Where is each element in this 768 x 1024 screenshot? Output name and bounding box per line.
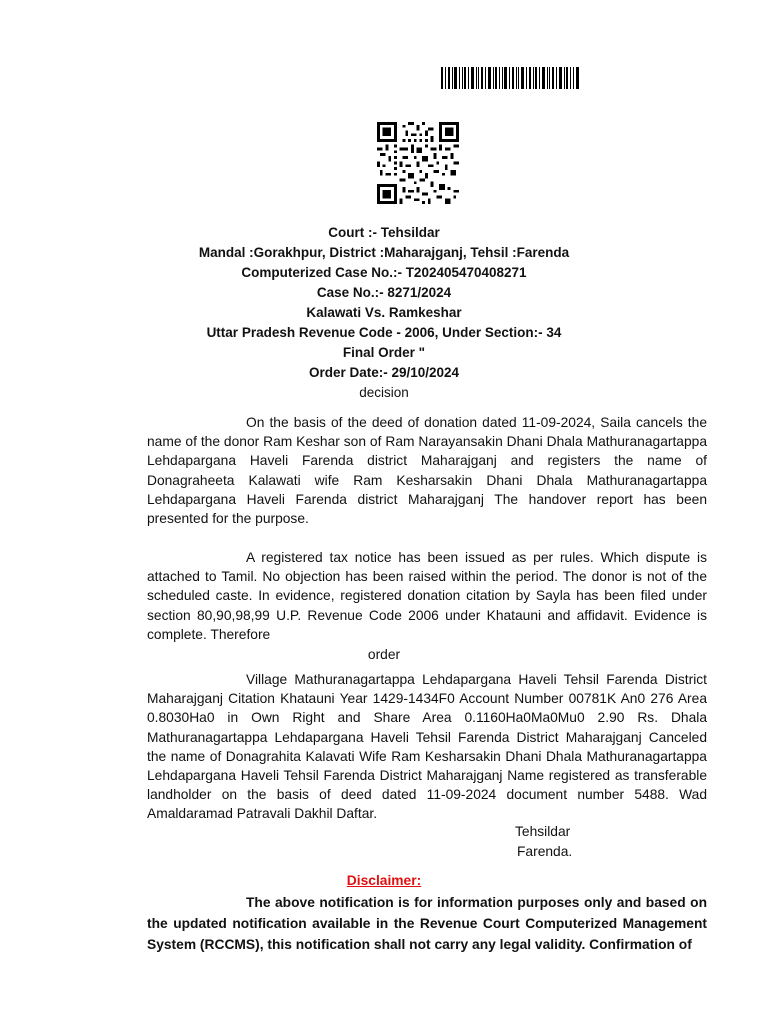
qr-code-image <box>377 122 459 204</box>
court-line: Court :- Tehsildar <box>328 225 440 240</box>
legal-code-line: Uttar Pradesh Revenue Code - 2006, Under Section:- 34 <box>206 325 562 340</box>
case-number: Case No.:- 8271/2024 <box>316 285 452 300</box>
order-paragraph: Village Mathuranagartappa Lehdapargana Haveli Tehsil Farenda District Maharajganj Citation Khatauni Year 1429-1434F0 Account Number 00781K An0 276 Area 0.8030Ha0 in Own Right and Share Area 0.1160Ha0Ma0Mu0 2.90 Rs. Dhala Mathuranagartappa Lehdapargana Haveli Tehsil Farenda District Maharajganj Canceled the name of Donagrahita Kalavati Wife Ram Kesharsakin Dhani Dhala Mathuranagartappa Lehdapargana Haveli Tehsil Farenda District Maharajganj Name registered as transferable landholder on the basis of deed dated 11-09-2024 document number 5488. Wad Amaldaramad Patravali Dakhil Daftar. <box>147 672 707 822</box>
order-heading: order <box>367 647 401 662</box>
order-type: Final Order " <box>342 345 426 360</box>
disclaimer-text: The above notification is for information purposes only and based on the updated notification available in the Revenue Court Computerized Management System (RCCMS), this notification shall not carry any legal validity. Confirmation of <box>147 895 707 952</box>
barcode-image <box>441 67 579 89</box>
signature-block <box>515 822 572 862</box>
case-parties: Kalawati Vs. Ramkeshar <box>306 305 462 320</box>
decision-heading: decision <box>359 385 409 400</box>
computerized-case-number: Computerized Case No.:- T202405470408271 <box>241 265 527 280</box>
decision-paragraph-1: On the basis of the deed of donation dated 11-09-2024, Saila cancels the name of the donor Ram Keshar son of Ram Narayansakin Dhani Dhala Mathuranagartappa Lehdapargana Haveli Farenda district Maharajganj and registers the name of Donagraheeta Kalawati wife Ram Kesharsakin Dhani Dhala Mathuranagartappa Lehdapargana Haveli Farenda district Maharajganj The handover report has been presented for the purpose. <box>147 415 707 527</box>
order-date: Order Date:- 29/10/2024 <box>308 365 460 380</box>
case-header <box>0 223 768 403</box>
disclaimer-title: Disclaimer: <box>346 873 422 888</box>
decision-paragraph-2: A registered tax notice has been issued as per rules. Which dispute is attached to Tamil. No objection has been raised within the period. The donor is not of the scheduled caste. In evidence, registered donation citation by Sayla has been filed under section 80,90,98,99 U.P. Revenue Code 2006 under Khatauni and affidavit. Evidence is complete. Therefore <box>147 550 707 642</box>
signatory-place: Farenda. <box>517 844 573 859</box>
location-line: Mandal :Gorakhpur, District :Maharajganj, Tehsil :Farenda <box>198 245 570 260</box>
signatory-title: Tehsildar <box>515 824 571 839</box>
